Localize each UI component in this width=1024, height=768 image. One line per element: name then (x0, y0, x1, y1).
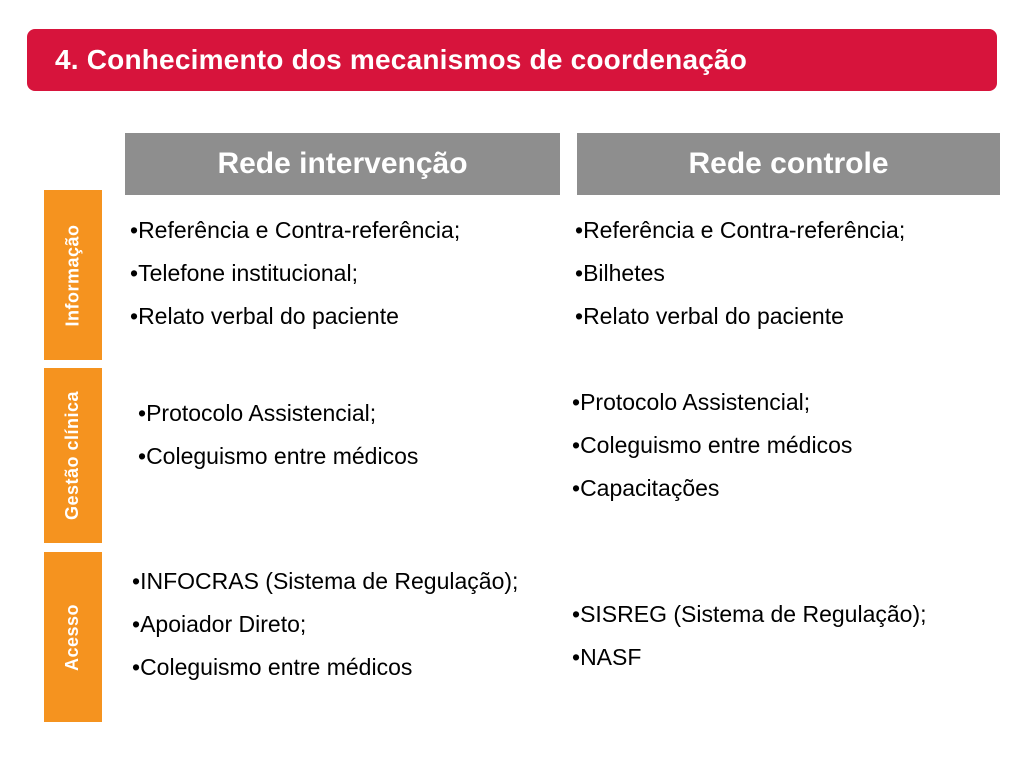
cell-acesso-intervencao (132, 568, 552, 681)
list-item: • Apoiador Direto; (132, 611, 552, 638)
row-label-text: Acesso (62, 603, 83, 671)
list-item: • INFOCRAS (Sistema de Regulação); (132, 568, 552, 595)
list-item: • Referência e Contra-referência; (130, 217, 570, 244)
row-label-text: Gestão clínica (62, 390, 83, 521)
list-item: • Coleguismo entre médicos (138, 443, 558, 470)
list-item: • Referência e Contra-referência; (575, 217, 1015, 244)
list-item: • Telefone institucional; (130, 260, 570, 287)
cell-acesso-controle (572, 601, 992, 671)
list-item: • SISREG (Sistema de Regulação); (572, 601, 992, 628)
list-item: • Relato verbal do paciente (575, 303, 1015, 330)
title-bar (27, 29, 997, 91)
row-label-informacao (44, 190, 102, 360)
list-item: • NASF (572, 644, 992, 671)
cell-gestao-clinica-controle (572, 389, 1012, 502)
row-label-gestao-clinica (44, 368, 102, 543)
list-item: • Coleguismo entre médicos (572, 432, 1012, 459)
list-item: • Bilhetes (575, 260, 1015, 287)
column-header-rede-intervencao: Rede intervenção (125, 133, 560, 195)
cell-gestao-clinica-intervencao (138, 400, 558, 470)
list-item: • Capacitações (572, 475, 1012, 502)
row-label-acesso (44, 552, 102, 722)
column-header-rede-controle: Rede controle (577, 133, 1000, 195)
list-item: • Coleguismo entre médicos (132, 654, 552, 681)
slide-title: 4. Conhecimento dos mecanismos de coordenação (55, 44, 748, 75)
list-item: • Protocolo Assistencial; (138, 400, 558, 427)
row-label-text: Informação (62, 223, 83, 327)
cell-informacao-controle (575, 217, 1015, 330)
list-item: • Relato verbal do paciente (130, 303, 570, 330)
cell-informacao-intervencao (130, 217, 570, 330)
list-item: • Protocolo Assistencial; (572, 389, 1012, 416)
